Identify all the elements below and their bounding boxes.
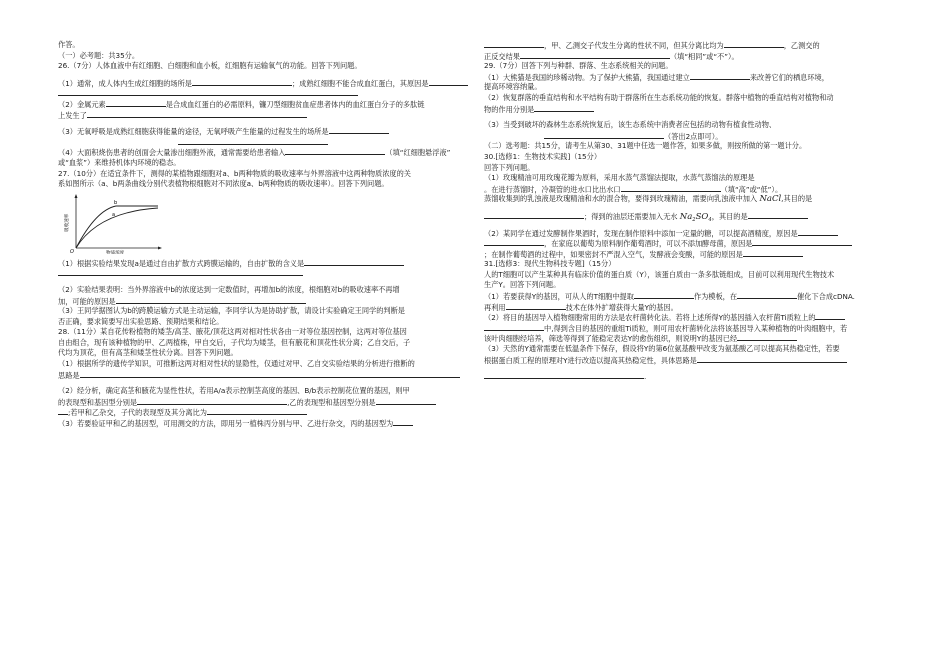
text-line: 作答。 — [58, 40, 80, 49]
q26-part1: （1）通常，成人体内生成红细胞的场所是 ；成熟红细胞不能合成血红蛋白，其原因是 — [58, 78, 468, 89]
question-31-stem-cont: 生产Y。回答下列问题。 — [484, 280, 561, 290]
left-column — [58, 40, 468, 429]
q31-part2-cont2: 该叶肉细胞经培养，筛选等得到了能稳定表达Y的愈伤组织，则说明Y的基因已经 — [484, 333, 896, 344]
answer-blank[interactable] — [429, 78, 468, 86]
q28-part1: （1）根据所学的遗传学知识，可推断这两对相对性状的显隐性，仅通过对甲、乙自交实验结果的分析进行推断的 — [58, 359, 415, 369]
answer-line — [58, 268, 468, 279]
answer-blank[interactable] — [737, 291, 797, 299]
absorption-rate-figure — [58, 192, 468, 254]
question-28-stem: 28.（11分）某自花传粉植物的矮茎/高茎、腋花/顶花这两对相对性状各由一对等位基因控制，这两对等位基因 — [58, 327, 407, 337]
q28-part1-cont: 思路是 — [58, 370, 468, 381]
q30-part1-cont: 。在进行蒸馏时，冷凝管的进水口比出水口 （填“高”或“低”）。 — [484, 184, 783, 194]
answer-blank[interactable] — [798, 228, 838, 236]
q31-part1-cont: 再利用 技术在体外扩增获得大量Y的基因。 — [484, 302, 678, 312]
q27-part2: （2）实验结果表明：当外界溶液中b的浓度达到一定数值时，再增加b的浓度，根细胞对b的吸收速率不再增 — [58, 284, 400, 294]
q28-part2-cont2: ;若甲和乙杂交，子代的表现型及其分离比为 — [58, 407, 468, 418]
section-heading: （一）必考题：共35分。 — [58, 50, 140, 60]
answer-blank[interactable] — [634, 291, 694, 299]
q31-part3: （3）天然的Y通常需要在低温条件下保存，假设将Y的第6位氨基酸甲改变为氨基酸乙可以提高其热稳定性，若要 — [484, 344, 840, 354]
q26-part3: （3）无氧呼吸是成熟红细胞获得能量的途径，无氧呼吸产生能量的过程发生的场所是 — [58, 126, 468, 137]
answer-blank[interactable] — [534, 104, 594, 112]
answer-blank[interactable] — [116, 296, 306, 304]
y-axis-label: 吸收速率 — [65, 213, 70, 232]
q29-part2-cont: 物的作用分别是 — [484, 104, 896, 115]
answer-blank[interactable] — [815, 312, 845, 320]
q28-part3: （3）若要验证甲和乙的基因型，可用测交的方法，即用另一植株丙分别与甲、乙进行杂交，丙的基因型为 — [58, 418, 468, 429]
question-29-stem: 29.（7分）回答下列与种群、群落、生态系统相关的问题。 — [484, 61, 673, 71]
q29-part1: （1）大熊猫是我国的珍稀动物。为了保护大熊猫，我国通过建立 来改善它们的栖息环境， — [484, 72, 829, 82]
answer-line — [58, 137, 468, 148]
curve-a-label: a — [112, 211, 116, 218]
q26-part4: （4）大面积烧伤患者的创面会大量渗出细胞外液，通常需要给患者输入 （填“红细胞悬浮液” — [58, 148, 451, 158]
right-column — [484, 40, 896, 382]
answer-blank[interactable] — [484, 238, 544, 246]
q31-part2-cont: 中,得到含目的基因的重组Ti质粒，则可用农杆菌转化法将该基因导入某种植物的叶肉细胞中，若 — [484, 323, 896, 334]
answer-blank[interactable] — [58, 407, 68, 415]
answer-blank[interactable] — [752, 238, 852, 246]
question-27-stem: 27.（10分）在适宜条件下，测得的某植物跟细胞对a、b两种物质的吸收速率与外界溶液中这两种物质浓度的关 — [58, 168, 411, 178]
absorption-curve-svg — [58, 192, 168, 254]
elective-section-heading: （二）选考题：共15分，请考生从第30、31题中任选一题作答，如果多做，则按所做的第一题计分。 — [484, 141, 807, 151]
question-28-stem-cont: 自由组合，现有该种植物的甲、乙两植株，甲自交后，子代均为矮茎，但有腋花和顶花性状分离；乙自交后，子 — [58, 337, 411, 347]
answer-blank[interactable] — [106, 99, 166, 107]
answer-blank[interactable] — [520, 51, 670, 59]
answer-blank[interactable] — [724, 40, 784, 48]
answer-line: . — [484, 371, 896, 382]
answer-blank[interactable] — [376, 397, 436, 405]
question-27-stem-cont: 系如图所示（a、b两条曲线分别代表植物根细胞对不同浓度a、b两种物质的吸收速率）。回答下列问题。 — [58, 179, 389, 189]
question-31-title: 31.[选修3：现代生物科技专题]（15分） — [484, 259, 616, 269]
q30-part2-cont2: ；在制作葡萄酒的过程中，如果密封不严混入空气，发酵液会变酸，可能的原因是 — [484, 249, 896, 260]
na2so4-formula: $Na_2SO_4$ — [679, 211, 712, 222]
answer-blank[interactable] — [87, 110, 307, 118]
answer-blank[interactable] — [285, 147, 385, 155]
q30-part1-cont2: 蒸馏收集到的乳浊液是玫瑰精油和水的混合物，要得到玫瑰精油，需要向乳浊液中加入 NaCl,其目的是 — [484, 194, 813, 205]
curve-b-label: b — [114, 199, 118, 206]
q31-part1: （1）若要获得Y的基因，可从人的T细胞中提取 作为模板，在 催化下合成cDNA. — [484, 292, 855, 302]
q29-part3-cont: （答出2点即可）。 — [484, 131, 896, 142]
answer-blank[interactable] — [748, 211, 808, 219]
q30-part2: （2）某同学在通过发酵制作果酒时，发现在制作原料中添加一定量的糖，可以提高酒精度，原因是 — [484, 228, 896, 239]
answer-blank[interactable] — [484, 211, 584, 219]
origin-label: O — [70, 248, 74, 254]
q28-part3-cont2: 正反交结果 （填“相同”或“不”）。 — [484, 51, 739, 61]
q27-part1: （1）根据实验结果发现a是通过自由扩散方式跨膜运输的，自由扩散的含义是 — [58, 258, 468, 269]
answer-blank[interactable] — [207, 407, 307, 415]
question-30-stem: 回答下列问题。 — [484, 162, 535, 172]
answer-blank[interactable] — [737, 333, 797, 341]
question-26-stem: 26.（7分）人体血液中有红细胞、白细胞和血小板，红细胞有运输氧气的功能。回答下列问题。 — [58, 61, 362, 71]
answer-blank[interactable] — [690, 72, 750, 80]
q27-part3: （3）王同学据图认为b的跨膜运输方式是主动运输，李同学认为是协助扩散，请设计实验确定王同学的判断是 — [58, 306, 405, 316]
y-axis-arrow — [75, 194, 78, 198]
q26-part4-cont: 或“血浆”）来维持机体内环境的稳态。 — [58, 157, 181, 167]
answer-blank[interactable] — [58, 88, 358, 96]
q28-part2-cont: 的表现型和基因型分别是 ,乙的表现型和基因型分别是 — [58, 397, 468, 408]
answer-blank[interactable] — [329, 126, 389, 134]
answer-blank[interactable] — [484, 40, 544, 48]
x-axis-arrow — [158, 246, 162, 249]
answer-blank[interactable] — [137, 397, 287, 405]
q28-part2: （2）经分析，确定高茎和腋花为显性性状，若用A/a表示控制茎高度的基因、B/b表示控制花位置的基因，则甲 — [58, 386, 410, 396]
curve-b — [76, 206, 158, 248]
answer-blank[interactable] — [58, 268, 303, 276]
answer-blank[interactable] — [484, 371, 644, 379]
q27-part2-cont: 加，可能的原因是 — [58, 296, 468, 307]
answer-blank[interactable] — [506, 302, 566, 310]
q31-part3-cont: 根据蛋白质工程的原理对Y进行改造以提高其热稳定性，具体思路是 — [484, 355, 896, 366]
q29-part2: （2）恢复群落的垂直结构和水平结构有助于群落所在生态系统功能的恢复。群落中植物的垂直结构对植物和动 — [484, 92, 834, 102]
question-28-stem-cont2: 代均为顶花，但有高茎和矮茎性状分离。回答下列问题。 — [58, 348, 238, 358]
answer-blank[interactable] — [697, 355, 847, 363]
q29-part3: （3）当受到破坏的森林生态系统恢复后，该生态系统中消费者应包括的动物有植食性动物、 — [484, 120, 777, 130]
answer-blank[interactable] — [304, 258, 404, 266]
q30-part1: （1）玫瑰精油可用玫瑰花瓣为原料，采用水蒸气蒸馏法提取，水蒸气蒸馏法的原理是 — [484, 173, 755, 183]
answer-blank[interactable] — [743, 249, 803, 257]
q26-part2-cont: 上发生了 — [58, 110, 468, 121]
nacl-formula: NaCl — [759, 194, 782, 205]
question-31-stem: 人的T细胞可以产生某种具有临床价值的蛋白质（Y），该蛋白质由一条多肽链组成，目前可以利用现代生物技术 — [484, 269, 835, 279]
answer-blank[interactable] — [80, 370, 460, 378]
answer-blank[interactable] — [192, 78, 292, 86]
q26-part2: （2）金属元素 是合成血红蛋白的必需原料，镰刀型细胞贫血症患者体内的血红蛋白分子的多肽链 — [58, 99, 425, 109]
answer-blank[interactable] — [484, 323, 544, 331]
question-30-title: 30.[选修1：生物技术实践]（15分） — [484, 151, 602, 161]
answer-line — [58, 88, 468, 99]
x-axis-label: 物质浓度 — [106, 250, 125, 254]
answer-blank[interactable] — [393, 418, 413, 426]
answer-blank[interactable] — [544, 131, 664, 139]
answer-blank[interactable] — [621, 184, 721, 192]
q27-part3-cont: 否正确，要求简要写出实验思路、预期结果和结论。 — [58, 316, 224, 326]
q29-part1-cont: 提高环境容纳量。 — [484, 82, 542, 92]
q31-part2: （2）将目的基因导入植物细胞常用的方法是农杆菌转化法。若将上述所得Y的基因插入农杆菌Ti质粒上的 — [484, 312, 896, 323]
q30-part1-cont3: ；得到的油层还需要加入无水 $Na_2SO_4$，其目的是 — [484, 211, 896, 222]
q30-part2-cont: ，在家庭以葡萄为原料制作葡萄酒时，可以不添加酵母菌，原因是 — [484, 238, 896, 249]
answer-blank[interactable] — [178, 137, 328, 145]
q28-part3-cont: ，甲、乙测交子代发生分离的性状不同，但其分离比均为 ，乙测交的 — [484, 40, 896, 51]
